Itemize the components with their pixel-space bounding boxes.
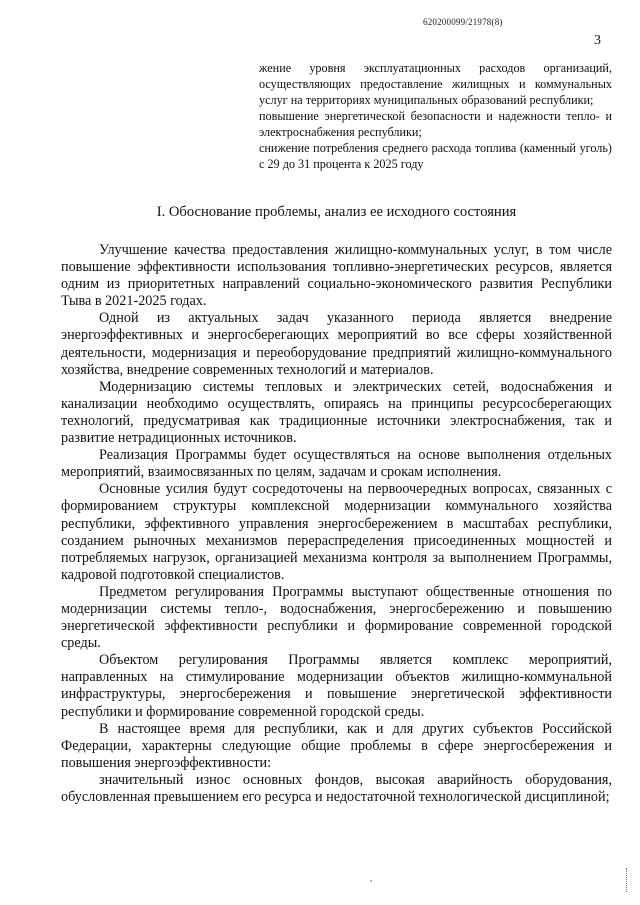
scan-edge-mark — [626, 868, 630, 892]
paragraph: Основные усилия будут сосредоточены на первоочередных вопросах, связанных с формированием структуры комплексной модернизации коммунального хозяйства республики, эффективного управления энергосбережением в масштабах республики, созданием рыночных механизмов перераспределения присоединенных мощностей и потребляемых нагрузок, организацией механизма контроля за выполнением Программы, кадровой подготовкой специалистов. — [61, 481, 612, 583]
intro-list — [259, 60, 612, 172]
paragraph: значительный износ основных фондов, высокая аварийность оборудования, обусловленная превышением его ресурса и недостаточной технологической дисциплиной; — [61, 771, 612, 805]
paragraph: В настоящее время для республики, как и для других субъектов Российской Федерации, характерны следующие общие проблемы в сфере энергосбережения и повышения энергоэффективности: — [61, 720, 612, 771]
intro-item: повышение энергетической безопасности и надежности тепло- и электроснабжения республики; — [259, 109, 612, 139]
intro-item: жение уровня эксплуатационных расходов организаций, осуществляющих предоставление жилищных и коммунальных услуг на территориях муниципальных образований республики; — [259, 61, 612, 107]
paragraph: Улучшение качества предоставления жилищно-коммунальных услуг, в том числе повышение эффективности использования топливно-энергетических ресурсов, является одним из приоритетных направлений социально-экономического развития Республики Тыва в 2021-2025 годах. — [61, 242, 612, 310]
page-number: 3 — [594, 33, 601, 48]
intro-item: снижение потребления среднего расхода топлива (каменный уголь) с 29 до 31 процента к 2025 году — [259, 141, 612, 171]
scan-speck — [370, 880, 372, 882]
section-title: I. Обоснование проблемы, анализ ее исходного состояния — [156, 204, 517, 220]
paragraph: Одной из актуальных задач указанного периода является внедрение энергоэффективных и энергосберегающих мероприятий во все сферы хозяйственной деятельности, модернизация и переоборудование предприятий жилищно-коммунального хозяйства, внедрение современных технологий и материалов. — [61, 310, 612, 378]
paragraph: Объектом регулирования Программы является комплекс мероприятий, направленных на стимулирование модернизации объектов жилищно-коммунальной инфраструктуры, энергосбережения и повышение энергетической эффективности республики и формирование современной городской среды. — [61, 652, 612, 720]
section-body — [61, 242, 612, 806]
document-id: 620200099/21978(8) — [423, 17, 503, 27]
paragraph: Предметом регулирования Программы выступают общественные отношения по модернизации системы тепло-, водоснабжения, энергосбережению и повышению энергетической эффективности республики и формирование современной городской среды. — [61, 583, 612, 652]
paragraph: Модернизацию системы тепловых и электрических сетей, водоснабжения и канализации необходимо осуществлять, опираясь на принципы ресурсосберегающих технологий, предусматривая как традиционные источники электроснабжения, так и развитие нетрадиционных источников. — [61, 378, 612, 447]
paragraph: Реализация Программы будет осуществляться на основе выполнения отдельных мероприятий, взаимосвязанных по целям, задачам и срокам исполнения. — [61, 447, 612, 481]
